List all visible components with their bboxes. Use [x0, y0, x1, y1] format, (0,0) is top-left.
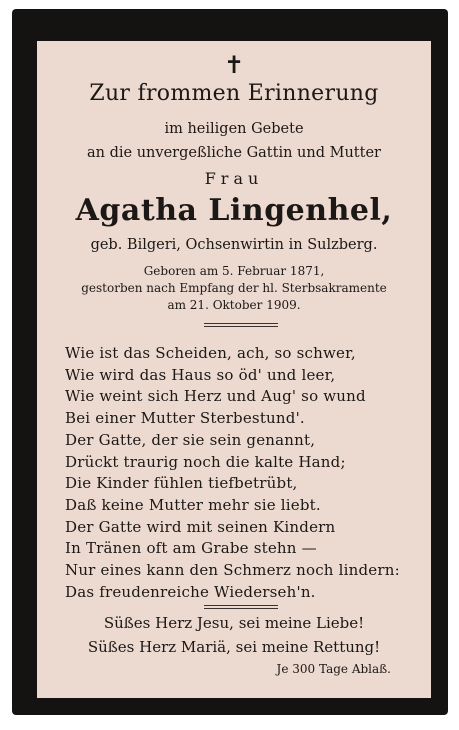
poem-line: Bei einer Mutter Sterbestund'.: [65, 409, 305, 428]
indulgence-note: Je 300 Tage Ablaß.: [276, 662, 391, 676]
dedication-line: an die unvergeßliche Gattin und Mutter: [87, 145, 381, 161]
poem-line: Nur eines kann den Schmerz noch lindern:: [65, 561, 400, 580]
poem-line: Wie weint sich Herz und Aug' so wund: [65, 387, 366, 406]
memorial-poem: [65, 343, 400, 603]
prayer-intro-line: im heiligen Gebete: [164, 121, 304, 137]
prayer-jesus: Süßes Herz Jesu, sei meine Liebe!: [103, 614, 365, 632]
poem-line: In Tränen oft am Grabe stehn —: [65, 539, 317, 558]
poem-line: Der Gatte wird mit seinen Kindern: [65, 517, 336, 536]
memorial-card-border: [12, 9, 448, 715]
poem-line: Wie wird das Haus so öd' und leer,: [65, 365, 336, 384]
deceased-description: geb. Bilgeri, Ochsenwirtin in Sulzberg.: [90, 237, 378, 253]
memorial-card-paper: [37, 41, 431, 698]
poem-line: Drückt traurig noch die kalte Hand;: [65, 452, 346, 471]
deceased-name: Agatha Lingenhel,: [75, 193, 393, 228]
card-heading: Zur frommen Erinnerung: [89, 81, 379, 106]
poem-line: Die Kinder fühlen tiefbetrübt,: [65, 474, 298, 493]
divider-rule-bottom: [204, 605, 278, 609]
poem-line: Der Gatte, der sie sein genannt,: [65, 430, 316, 449]
poem-line: Wie ist das Scheiden, ach, so schwer,: [65, 344, 356, 362]
birth-date-line: Geboren am 5. Februar 1871,: [143, 264, 325, 278]
prayer-maria: Süßes Herz Mariä, sei meine Rettung!: [87, 638, 381, 656]
title-line: Frau: [204, 169, 264, 188]
poem-line: Das freudenreiche Wiederseh'n.: [65, 582, 316, 601]
death-date-line: am 21. Oktober 1909.: [167, 298, 301, 312]
death-line: gestorben nach Empfang der hl. Sterbsakramente: [81, 281, 387, 295]
divider-rule-top: [204, 323, 278, 327]
poem-line: Daß keine Mutter mehr sie liebt.: [65, 495, 321, 514]
cross-icon: ✝: [223, 51, 245, 79]
